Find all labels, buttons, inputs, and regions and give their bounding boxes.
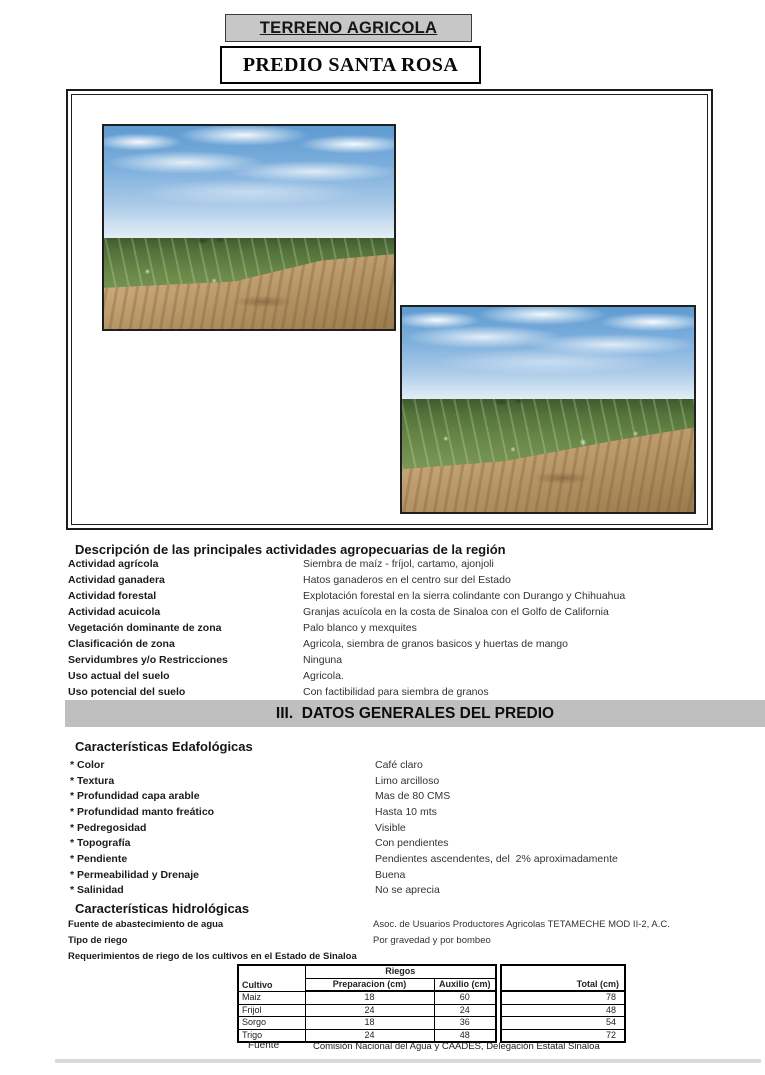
descripcion-row (0, 606, 765, 622)
riego-cell-preparacion: 18 (305, 1017, 434, 1030)
descripcion-row (0, 574, 765, 590)
riego-cell-preparacion: 24 (305, 1029, 434, 1042)
row-label: Fuente de abastecimiento de agua (68, 919, 224, 930)
row-label: Tipo de riego (68, 935, 128, 946)
row-value: Hatos ganaderos en el centro sur del Estado (303, 574, 511, 586)
row-label: * Profundidad manto freático (70, 806, 215, 818)
title-banner (225, 14, 472, 42)
row-label: Uso potencial del suelo (68, 686, 186, 698)
riego-cell-total: 72 (501, 1029, 625, 1042)
row-value: Granjas acuícola en la costa de Sinaloa con el Golfo de California (303, 606, 609, 618)
riego-cell-cultivo: Trigo (238, 1029, 305, 1042)
row-label: Actividad agrícola (68, 558, 159, 570)
edafologicas-row (0, 869, 765, 885)
fuente-label: Fuente (248, 1040, 280, 1051)
row-value: Agricola. (303, 670, 344, 682)
edafologicas-row (0, 806, 765, 822)
row-label: * Pedregosidad (70, 822, 147, 834)
property-name: PREDIO SANTA ROSA (242, 53, 459, 76)
row-label: * Salinidad (70, 884, 124, 896)
field-photo-1 (102, 124, 396, 331)
row-value: Buena (375, 869, 406, 881)
edafologicas-row (0, 853, 765, 869)
row-label: Actividad ganadera (68, 574, 165, 586)
row-label: * Profundidad capa arable (70, 790, 200, 802)
row-value: Asoc. de Usuarios Productores Agricolas TETAMECHE MOD II-2, A.C. (373, 919, 670, 930)
row-value: Por gravedad y por bombeo (373, 935, 491, 946)
sky-area (104, 126, 394, 240)
riego-cell-cultivo: Sorgo (238, 1017, 305, 1030)
row-value: Ninguna (303, 654, 343, 666)
riego-header-cultivo: Cultivo (238, 965, 305, 991)
riego-cell-total: 54 (501, 1017, 625, 1030)
row-label: Vegetación dominante de zona (68, 622, 222, 634)
riego-cell-preparacion: 24 (305, 1004, 434, 1017)
riego-header-total: Total (cm) (501, 965, 625, 991)
page-title: TERRENO AGRICOLA (259, 18, 438, 37)
row-label: Servidumbres y/o Restricciones (68, 654, 228, 666)
photo-frame (66, 89, 713, 530)
hidrologicas-heading: Características hidrológicas (75, 901, 250, 916)
row-value: Visible (375, 822, 406, 834)
riego-row-sorgo (238, 1017, 625, 1030)
hidrologicas-row (0, 919, 765, 935)
edafologicas-row (0, 822, 765, 838)
riego-cell-cultivo: Frijol (238, 1004, 305, 1017)
descripcion-row (0, 670, 765, 686)
edafologicas-row (0, 884, 765, 900)
row-value: Limo arcilloso (375, 775, 440, 787)
row-value: Con pendientes (375, 837, 449, 849)
subtitle-banner (220, 46, 481, 84)
descripcion-row (0, 558, 765, 574)
edafologicas-row (0, 759, 765, 775)
riego-row-maiz (238, 991, 625, 1004)
row-value: Café claro (375, 759, 423, 771)
riego-table-title: Requerimientos de riego de los cultivos en el Estado de Sinaloa (68, 951, 357, 962)
descripcion-heading: Descripción de las principales actividades agropecuarias de la región (75, 542, 506, 557)
row-label: * Textura (70, 775, 115, 787)
descripcion-row (0, 654, 765, 670)
row-value: Hasta 10 mts (375, 806, 437, 818)
bottom-divider (55, 1059, 761, 1063)
riego-cell-total: 48 (501, 1004, 625, 1017)
field-photo-2 (400, 305, 696, 514)
row-value: Mas de 80 CMS (375, 790, 451, 802)
row-label: Clasificación de zona (68, 638, 175, 650)
descripcion-row (0, 590, 765, 606)
edafologicas-heading: Características Edafológicas (75, 739, 253, 754)
riego-cell-total: 78 (501, 991, 625, 1004)
row-value: Con factibilidad para siembra de granos (303, 686, 489, 698)
row-value: Agricola, siembra de granos basicos y huertas de mango (303, 638, 568, 650)
descripcion-row (0, 638, 765, 654)
riego-cell-auxilio: 36 (434, 1017, 496, 1030)
row-value: No se aprecia (375, 884, 440, 896)
row-label: * Topografía (70, 837, 131, 849)
row-label: * Pendiente (70, 853, 128, 865)
row-value: Explotación forestal en la sierra colindante con Durango y Chihuahua (303, 590, 626, 602)
riego-header-riegos: Riegos (305, 965, 496, 978)
edafologicas-row (0, 837, 765, 853)
edafologicas-row (0, 775, 765, 791)
row-label: Uso actual del suelo (68, 670, 170, 682)
riego-cell-auxilio: 48 (434, 1029, 496, 1042)
row-value: Siembra de maíz - fríjol, cartamo, ajonjoli (303, 558, 494, 570)
row-label: * Color (70, 759, 105, 771)
riego-header-auxilio: Auxilio (cm) (434, 978, 496, 991)
riego-cell-auxilio: 60 (434, 991, 496, 1004)
edafologicas-row (0, 790, 765, 806)
riego-cell-preparacion: 18 (305, 991, 434, 1004)
hidrologicas-row (0, 935, 765, 951)
riego-cell-cultivo: Maiz (238, 991, 305, 1004)
riego-requirements-table (237, 964, 626, 1043)
row-value: Palo blanco y mexquites (303, 622, 417, 634)
descripcion-row (0, 622, 765, 638)
row-value: Pendientes ascendentes, del 2% aproximadamente (375, 853, 618, 865)
section-iii-header (65, 700, 765, 727)
row-label: Actividad forestal (68, 590, 157, 602)
riego-cell-auxilio: 24 (434, 1004, 496, 1017)
riego-row-frijol (238, 1004, 625, 1017)
fuente-value: Comisión Nacional del Agua y CAADES, Delegación Estatal Sinaloa (313, 1041, 600, 1052)
riego-header-preparacion: Preparacion (cm) (305, 978, 434, 991)
row-label: Actividad acuicola (68, 606, 161, 618)
section-iii-title: III. DATOS GENERALES DEL PREDIO (275, 704, 555, 722)
riego-header-row-1 (238, 965, 625, 978)
row-label: * Permeabilidad y Drenaje (70, 869, 199, 881)
sky-area (402, 307, 694, 401)
